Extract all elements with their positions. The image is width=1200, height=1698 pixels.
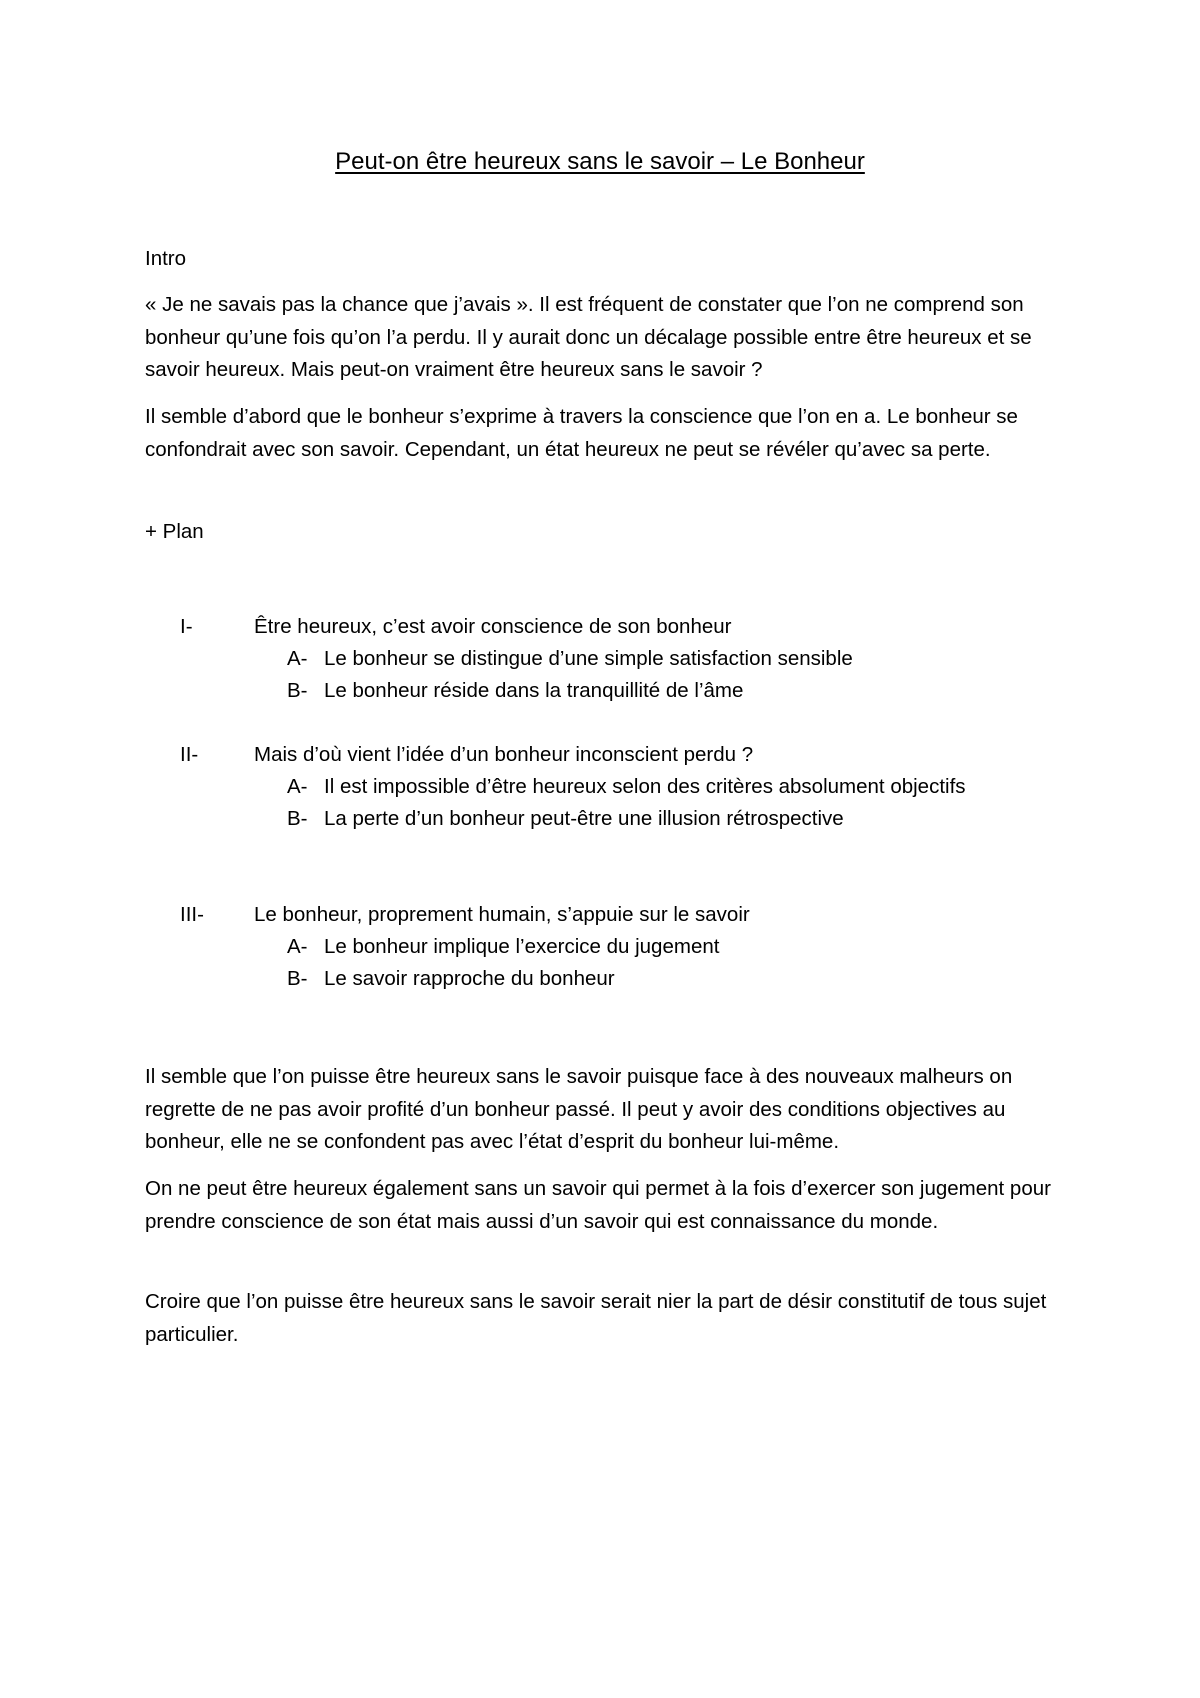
plan-sub-item: Le bonheur se distingue d’une simple satisfaction sensible	[324, 647, 853, 670]
plan-part-numeral: I-	[180, 615, 193, 638]
plan-part-title: Mais d’où vient l’idée d’un bonheur inconscient perdu ?	[254, 743, 754, 766]
intro-paragraph-1: « Je ne savais pas la chance que j’avais ». Il est fréquent de constater que l’on ne comprend son bonheur qu’une fois qu’on l’a perdu. Il y aurait donc un décalage possible entre être heureux et se savoir heureux. Mais peut-on vraiment être heureux sans le savoir ?	[145, 293, 1032, 381]
plan-sub-letter: A-	[287, 935, 308, 958]
plan-sub-letter: B-	[287, 967, 308, 990]
intro-heading: Intro	[145, 247, 187, 270]
plan-sub-letter: A-	[287, 775, 308, 798]
plan-sub-item: La perte d’un bonheur peut-être une illusion rétrospective	[324, 807, 844, 830]
plan-sub-item: Le savoir rapproche du bonheur	[324, 967, 615, 990]
plan-part-title: Le bonheur, proprement humain, s’appuie sur le savoir	[254, 903, 750, 926]
intro-paragraph-2: Il semble d’abord que le bonheur s’exprime à travers la conscience que l’on en a. Le bonheur se confondrait avec son savoir. Cependant, un état heureux ne peut se révéler qu’avec sa perte.	[145, 405, 1018, 461]
plan-part-numeral: II-	[180, 743, 199, 766]
conclusion-paragraph-3: Croire que l’on puisse être heureux sans le savoir serait nier la part de désir constitutif de tous sujet particulier.	[145, 1290, 1047, 1346]
plan-part-title: Être heureux, c’est avoir conscience de son bonheur	[254, 615, 732, 638]
plan-sub-item: Le bonheur réside dans la tranquillité de l’âme	[324, 679, 744, 702]
conclusion-paragraph-1: Il semble que l’on puisse être heureux sans le savoir puisque face à des nouveaux malheurs on regrette de ne pas avoir profité d’un bonheur passé. Il peut y avoir des conditions objectives au bonheur, elle ne se confondent pas avec l’état d’esprit du bonheur lui-même.	[145, 1065, 1013, 1153]
plan-sub-item: Le bonheur implique l’exercice du jugement	[324, 935, 720, 958]
plan-sub-item: Il est impossible d’être heureux selon des critères absolument objectifs	[324, 775, 966, 798]
document-title: Peut-on être heureux sans le savoir – Le Bonheur	[335, 148, 865, 175]
conclusion-paragraph-2: On ne peut être heureux également sans un savoir qui permet à la fois d’exercer son jugement pour prendre conscience de son état mais aussi d’un savoir qui est connaissance du monde.	[145, 1177, 1051, 1233]
plan-sub-letter: B-	[287, 807, 308, 830]
plan-sub-letter: A-	[287, 647, 308, 670]
plan-sub-letter: B-	[287, 679, 308, 702]
plan-label: + Plan	[145, 520, 204, 543]
plan-part-numeral: III-	[180, 903, 204, 926]
